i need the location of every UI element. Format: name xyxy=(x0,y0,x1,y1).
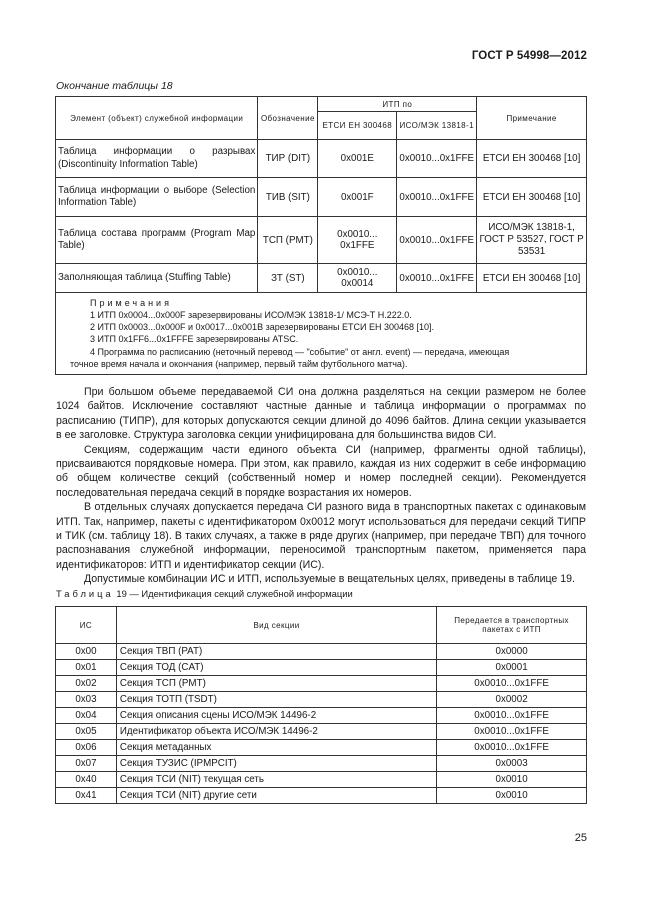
table-row xyxy=(56,724,587,740)
table18-header-designation: Обозначение xyxy=(258,97,318,140)
table19-cell-kind: Секция ТСИ (NIT) другие сети xyxy=(116,788,436,804)
table19-cell-kind: Идентификатор объекта ИСО/МЭК 14496-2 xyxy=(116,724,436,740)
table-row xyxy=(56,756,587,772)
table19-cell-pid: 0x0010...0x1FFE xyxy=(437,676,587,692)
table19-cell-is: 0x02 xyxy=(56,676,117,692)
table18-cell-etsi: 0x001F xyxy=(318,178,397,217)
table19-cell-is: 0x07 xyxy=(56,756,117,772)
table18-cell-designation: ТИВ (SIT) xyxy=(258,178,318,217)
table18-cell-etsi: 0x0010... 0x1FFE xyxy=(318,217,397,264)
table18-cell-iso: 0x0010...0x1FFE xyxy=(397,178,477,217)
table18-cell-iso: 0x0010...0x1FFE xyxy=(397,264,477,293)
notes-title: Примечания xyxy=(90,298,172,308)
table-row xyxy=(56,708,587,724)
table-row xyxy=(56,788,587,804)
table19-cell-is: 0x04 xyxy=(56,708,117,724)
table19-cell-kind: Секция ТСИ (NIT) текущая сеть xyxy=(116,772,436,788)
table19-cell-kind: Секция ТОТП (TSDT) xyxy=(116,692,436,708)
table19-cell-pid: 0x0002 xyxy=(437,692,587,708)
table18-notes-row xyxy=(56,293,587,375)
table19-cell-is: 0x06 xyxy=(56,740,117,756)
note-4-line-1: 4 Программа по расписанию (неточный перевод — "событие" от англ. event) — передача, имеющая xyxy=(90,346,510,357)
table18-notes xyxy=(56,293,587,375)
table19-cell-is: 0x41 xyxy=(56,788,117,804)
paragraph: Допустимые комбинации ИС и ИТП, используемые в вещательных целях, приведены в таблице 19. xyxy=(84,573,575,586)
table18-cell-etsi: 0x0010... 0x0014 xyxy=(318,264,397,293)
paragraph: Секциям, содержащим части единого объекта СИ (например, фрагменты одной таблицы), присваиваются порядковые номера. При этом, как правило, каждая из них содержит в себе информацию об общем количестве секций (собственный номер и номер последней секции). Рекомендуется последовательная передача секций в порядке возрастания их номеров. xyxy=(56,443,586,499)
table19-cell-is: 0x03 xyxy=(56,692,117,708)
table18-cell-note: ЕТСИ ЕН 300468 [10] xyxy=(477,140,587,178)
table18-header-iso: ИСО/МЭК 13818-1 xyxy=(397,112,477,140)
table-row xyxy=(56,264,587,293)
table18-cell-designation: ЗТ (ST) xyxy=(258,264,318,293)
table19-header-row xyxy=(56,607,587,644)
table19-cell-pid: 0x0003 xyxy=(437,756,587,772)
table18-cell-element: Таблица информации о выборе (Selection Information Table) xyxy=(56,178,258,217)
table-row xyxy=(56,644,587,660)
table-row xyxy=(56,692,587,708)
table-row xyxy=(56,217,587,264)
table19-caption-label: Таблица xyxy=(56,588,114,599)
table19-cell-kind: Секция ТОД (CAT) xyxy=(116,660,436,676)
table19-caption-title: 19 — Идентификация секций служебной информации xyxy=(116,588,353,599)
table18-caption: Окончание таблицы 18 xyxy=(56,80,173,92)
table19-cell-pid: 0x0010...0x1FFE xyxy=(437,740,587,756)
table18-cell-note: ЕТСИ ЕН 300468 [10] xyxy=(477,264,587,293)
page-number: 25 xyxy=(574,832,587,844)
table19-cell-kind: Секция ТУЗИС (IPMPCIT) xyxy=(116,756,436,772)
table19-cell-is: 0x40 xyxy=(56,772,117,788)
table-row xyxy=(56,140,587,178)
table-row xyxy=(56,740,587,756)
table19-header-packets: Передается в транспортных пакетах с ИТП xyxy=(437,607,587,644)
table-row xyxy=(56,178,587,217)
body-text xyxy=(56,385,586,587)
table19-cell-kind: Секция описания сцены ИСО/МЭК 14496-2 xyxy=(116,708,436,724)
table19-cell-pid: 0x0010 xyxy=(437,772,587,788)
table18-cell-etsi: 0x001E xyxy=(318,140,397,178)
table19-cell-kind: Секция ТСП (PMT) xyxy=(116,676,436,692)
table19-cell-kind: Секция метаданных xyxy=(116,740,436,756)
table-row xyxy=(56,660,587,676)
table18-cell-designation: ТСП (PMT) xyxy=(258,217,318,264)
table19-cell-pid: 0x0010...0x1FFE xyxy=(437,724,587,740)
table18-cell-iso: 0x0010...0x1FFE xyxy=(397,217,477,264)
paragraph: В отдельных случаях допускается передача СИ разного вида в транспортных пакетах с одинаковым ИТП. Так, например, пакеты с идентификатором 0x0012 могут использоваться для передачи секций ТИПР и ТИК (см. таблицу 18). В таких случаях, а также в ряде других (например, при передаче ТВП) для точного распознавания служебной информации, переносимой транспортным пакетом, применяется пара идентификаторов: ИТП и идентификатор секции (ИС). xyxy=(56,501,586,571)
table19-cell-pid: 0x0010 xyxy=(437,788,587,804)
document-header: ГОСТ Р 54998—2012 xyxy=(471,50,587,62)
table-row xyxy=(56,676,587,692)
table19-cell-pid: 0x0010...0x1FFE xyxy=(437,708,587,724)
table19-cell-is: 0x00 xyxy=(56,644,117,660)
note-2: 2 ИТП 0x0003...0x000F и 0x0017...0x001B зарезервированы ЕТСИ ЕН 300468 [10]. xyxy=(90,322,435,333)
table18-cell-note: ЕТСИ ЕН 300468 [10] xyxy=(477,178,587,217)
table19-cell-pid: 0x0000 xyxy=(437,644,587,660)
note-4-line-2: точное время начала и окончания (например, первый тайм футбольного матча). xyxy=(70,358,408,369)
table18-header-row xyxy=(56,97,587,112)
table18-cell-designation: ТИР (DIT) xyxy=(258,140,318,178)
table-19 xyxy=(55,606,587,804)
table19-cell-pid: 0x0001 xyxy=(437,660,587,676)
table18-cell-note: ИСО/МЭК 13818-1, ГОСТ Р 53527, ГОСТ Р 53531 xyxy=(477,217,587,264)
table18-cell-element: Таблица состава программ (Program Map Table) xyxy=(56,217,258,264)
note-1: 1 ИТП 0x0004...0x000F зарезервированы ИСО/МЭК 13818-1/ МСЭ-Т Н.222.0. xyxy=(90,310,412,321)
table19-cell-is: 0x05 xyxy=(56,724,117,740)
paragraph: При большом объеме передаваемой СИ она должна разделяться на секции размером не более 1024 байтов. Исключение составляют частные данные и таблица информации о программах по расписанию (ТИПР), для которых допускаются секции длиной до 4096 байтов. Длина секции указывается в ее заголовке. Структура заголовка секции унифицирована для большинства видов СИ. xyxy=(56,386,586,442)
table19-header-kind: Вид секции xyxy=(116,607,436,644)
table-18 xyxy=(55,96,587,375)
table18-header-etsi: ЕТСИ ЕН 300468 xyxy=(318,112,397,140)
table18-cell-iso: 0x0010...0x1FFE xyxy=(397,140,477,178)
table18-cell-element: Заполняющая таблица (Stuffing Table) xyxy=(56,264,258,293)
table19-caption xyxy=(56,588,353,599)
note-3: 3 ИТП 0x1FF6...0x1FFFE зарезервированы ATSC. xyxy=(90,334,299,345)
table-row xyxy=(56,772,587,788)
table18-header-note: Примечание xyxy=(477,97,587,140)
table19-cell-kind: Секция ТВП (PAT) xyxy=(116,644,436,660)
table19-header-is: ИС xyxy=(56,607,117,644)
table18-cell-element: Таблица информации о разрывах (Discontinuity Information Table) xyxy=(56,140,258,178)
table18-header-itp: ИТП по xyxy=(318,97,477,112)
table19-cell-is: 0x01 xyxy=(56,660,117,676)
table18-header-element: Элемент (объект) служебной информации xyxy=(56,97,258,140)
